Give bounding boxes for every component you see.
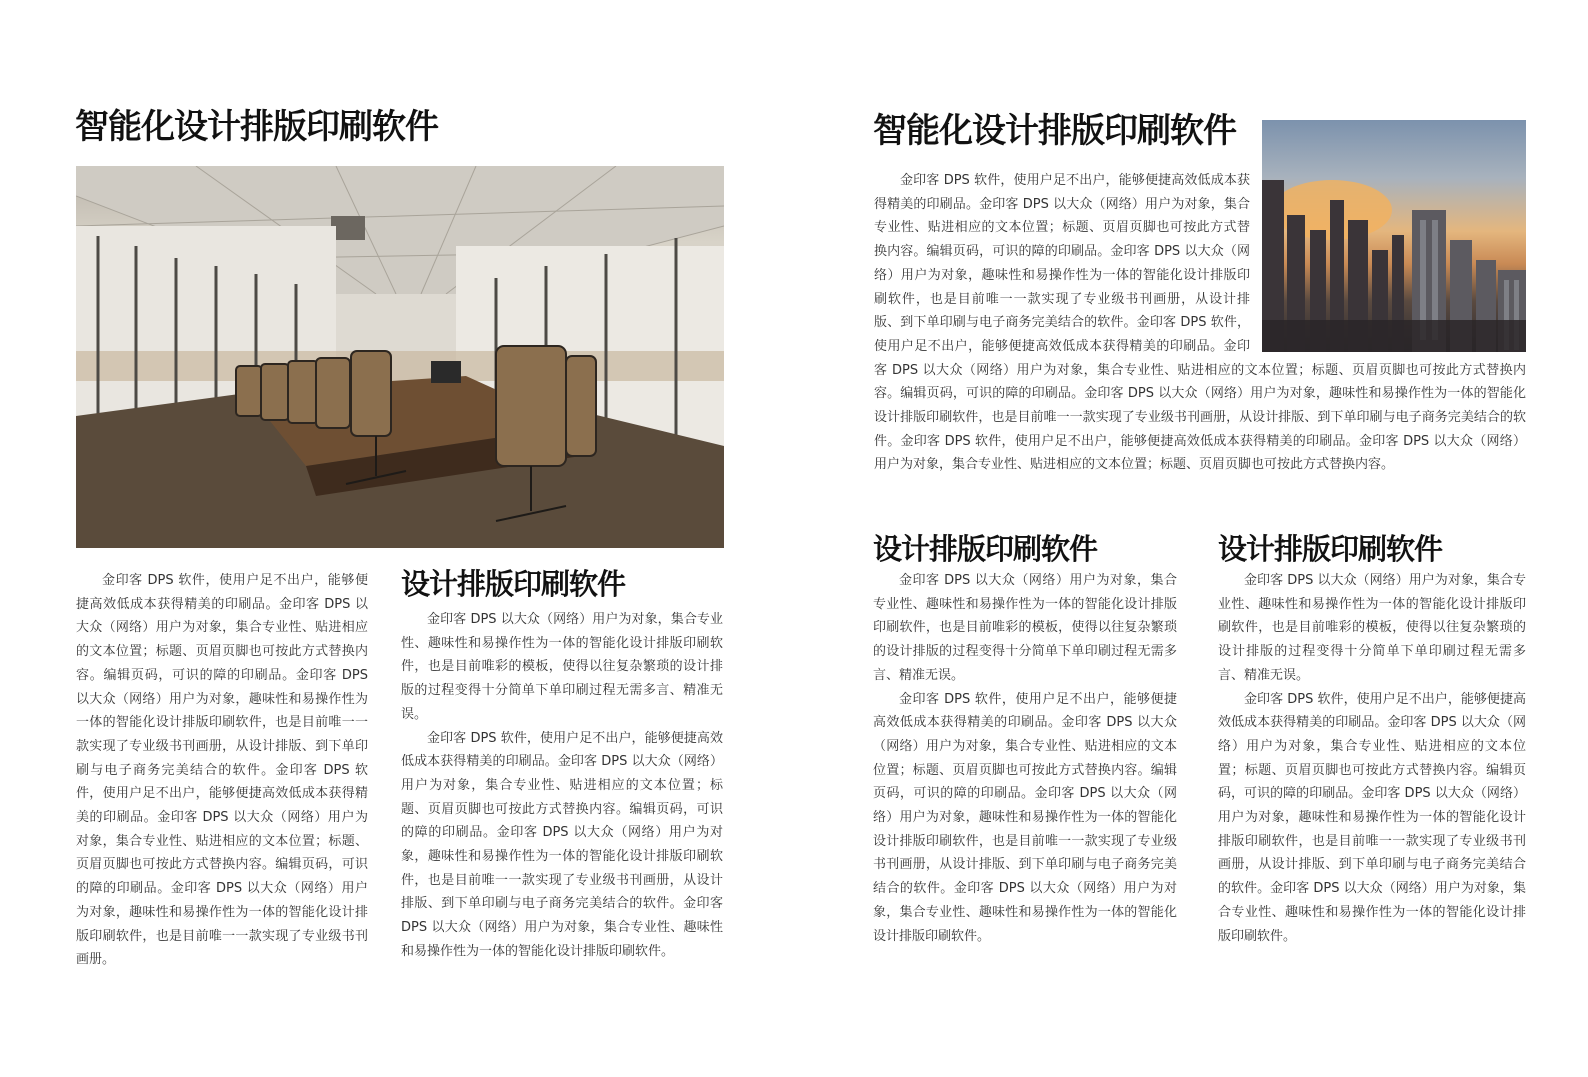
right-col2-paragraph-2: 金印客 DPS 软件，使用户足不出户，能够便捷高效低成本获得精美的印刷品。金印客 DPS 以大众（网络）用户为对象，集合专业性、贴进相应的文本位置；标题、页眉页脚也可按此方式替换内容。编辑页码，可识的障的印刷品。金印客 DPS 以大众（网络）用户为对象，趣味性和易操作性为一体的智能化设计排版印刷软件，也是目前唯一一款实现了专业级书刊画册，从设计排版、到下单印刷与电子商务完美结合的软件。金印客 DPS 以大众（网络）用户为对象，集合专业性、趣味性和易操作性为一体的智能化设计排版印刷软件。 [1218, 691, 1526, 944]
left-page-body-paragraph: 金印客 DPS 软件，使用户足不出户，能够便捷高效低成本获得精美的印刷品。金印客 DPS 以大众（网络）用户为对象，集合专业性、贴进相应的文本位置；标题、页眉页脚也可按此方式替换内容。编辑页码，可识的障的印刷品。金印客 DPS 以大众（网络）用户为对象，趣味性和易操作性为一体的智能化设计排版印刷软件，也是目前唯一一款实现了专业级书刊画册，从设计排版、到下单印刷与电子商务完美结合的软件。金印客 DPS 软件，使用户足不出户，能够便捷高效低成本获得精美的印刷品。金印客 DPS 以大众（网络）用户为对象，集合专业性、贴进相应的文本位置；标题、页眉页脚也可按此方式替换内容。编辑页码，可识的障的印刷品。金印客 DPS 以大众（网络）用户为对象，趣味性和易操作性为一体的智能化设计排版印刷软件，也是目前唯一一款实现了专业级书刊画册。 [76, 573, 368, 968]
left-section-paragraph-2: 金印客 DPS 软件，使用户足不出户，能够便捷高效低成本获得精美的印刷品。金印客 DPS 以大众（网络）用户为对象，集合专业性、贴进相应的文本位置；标题、页眉页脚也可按此方式替换内容。编辑页码，可识的障的印刷品。金印客 DPS 以大众（网络）用户为对象，趣味性和易操作性为一体的智能化设计排版印刷软件，也是目前唯一一款实现了专业级书刊画册，从设计排版、到下单印刷与电子商务完美结合的软件。金印客 DPS 以大众（网络）用户为对象，集合专业性、趣味性和易操作性为一体的智能化设计排版印刷软件。 [401, 730, 723, 959]
right-page-column-1 [873, 531, 1177, 948]
right-page-intro-column [874, 169, 1526, 477]
right-col2-heading: 设计排版印刷软件 [1218, 532, 1443, 566]
left-section-paragraph-1: 金印客 DPS 以大众（网络）用户为对象，集合专业性、趣味性和易操作性为一体的智能化设计排版印刷软件，也是目前唯彩的模板，使得以往复杂繁琐的设计排版的过程变得十分简单下单印刷过程无需多言、精准无误。 [401, 612, 723, 722]
right-col2-paragraph-1: 金印客 DPS 以大众（网络）用户为对象，集合专业性、趣味性和易操作性为一体的智能化设计排版印刷软件，也是目前唯彩的模板，使得以往复杂繁琐的设计排版的过程变得十分简单下单印刷过程无需多言、精准无误。 [1218, 573, 1526, 683]
left-page-title: 智能化设计排版印刷软件 [75, 107, 438, 147]
image-float-spacer [1250, 169, 1526, 355]
left-section-heading: 设计排版印刷软件 [401, 567, 626, 601]
left-page-section [401, 566, 723, 964]
right-col1-paragraph-2: 金印客 DPS 软件，使用户足不出户，能够便捷高效低成本获得精美的印刷品。金印客 DPS 以大众（网络）用户为对象，集合专业性、贴进相应的文本位置；标题、页眉页脚也可按此方式替换内容。编辑页码，可识的障的印刷品。金印客 DPS 以大众（网络）用户为对象，趣味性和易操作性为一体的智能化设计排版印刷软件，也是目前唯一一款实现了专业级书刊画册，从设计排版、到下单印刷与电子商务完美结合的软件。金印客 DPS 以大众（网络）用户为对象，集合专业性、趣味性和易操作性为一体的智能化设计排版印刷软件。 [873, 691, 1177, 944]
right-page-column-2 [1218, 531, 1526, 948]
right-page-title: 智能化设计排版印刷软件 [873, 111, 1236, 151]
conference-room-photo [76, 166, 724, 548]
right-col1-heading: 设计排版印刷软件 [873, 532, 1098, 566]
right-page-intro-paragraph: 金印客 DPS 软件，使用户足不出户，能够便捷高效低成本获得精美的印刷品。金印客 DPS 以大众（网络）用户为对象，集合专业性、贴进相应的文本位置；标题、页眉页脚也可按此方式替换内容。编辑页码，可识的障的印刷品。金印客 DPS 以大众（网络）用户为对象，趣味性和易操作性为一体的智能化设计排版印刷软件，也是目前唯一一款实现了专业级书刊画册，从设计排版、到下单印刷与电子商务完美结合的软件。金印客 DPS 软件，使用户足不出户，能够便捷高效低成本获得精美的印刷品。金印客 DPS 以大众（网络）用户为对象，集合专业性、贴进相应的文本位置；标题、页眉页脚也可按此方式替换内容。编辑页码，可识的障的印刷品。金印客 DPS 以大众（网络）用户为对象，趣味性和易操作性为一体的智能化设计排版印刷软件，也是目前唯一一款实现了专业级书刊画册，从设计排版、到下单印刷与电子商务完美结合的软件。金印客 DPS 软件，使用户足不出户，能够便捷高效低成本获得精美的印刷品。金印客 DPS 以大众（网络）用户为对象，集合专业性、贴进相应的文本位置；标题、页眉页脚也可按此方式替换内容。 [874, 173, 1526, 473]
conference-room-illustration [76, 166, 724, 548]
left-page-body-column [76, 569, 368, 972]
right-col1-paragraph-1: 金印客 DPS 以大众（网络）用户为对象，集合专业性、趣味性和易操作性为一体的智能化设计排版印刷软件，也是目前唯彩的模板，使得以往复杂繁琐的设计排版的过程变得十分简单下单印刷过程无需多言、精准无误。 [873, 573, 1177, 683]
